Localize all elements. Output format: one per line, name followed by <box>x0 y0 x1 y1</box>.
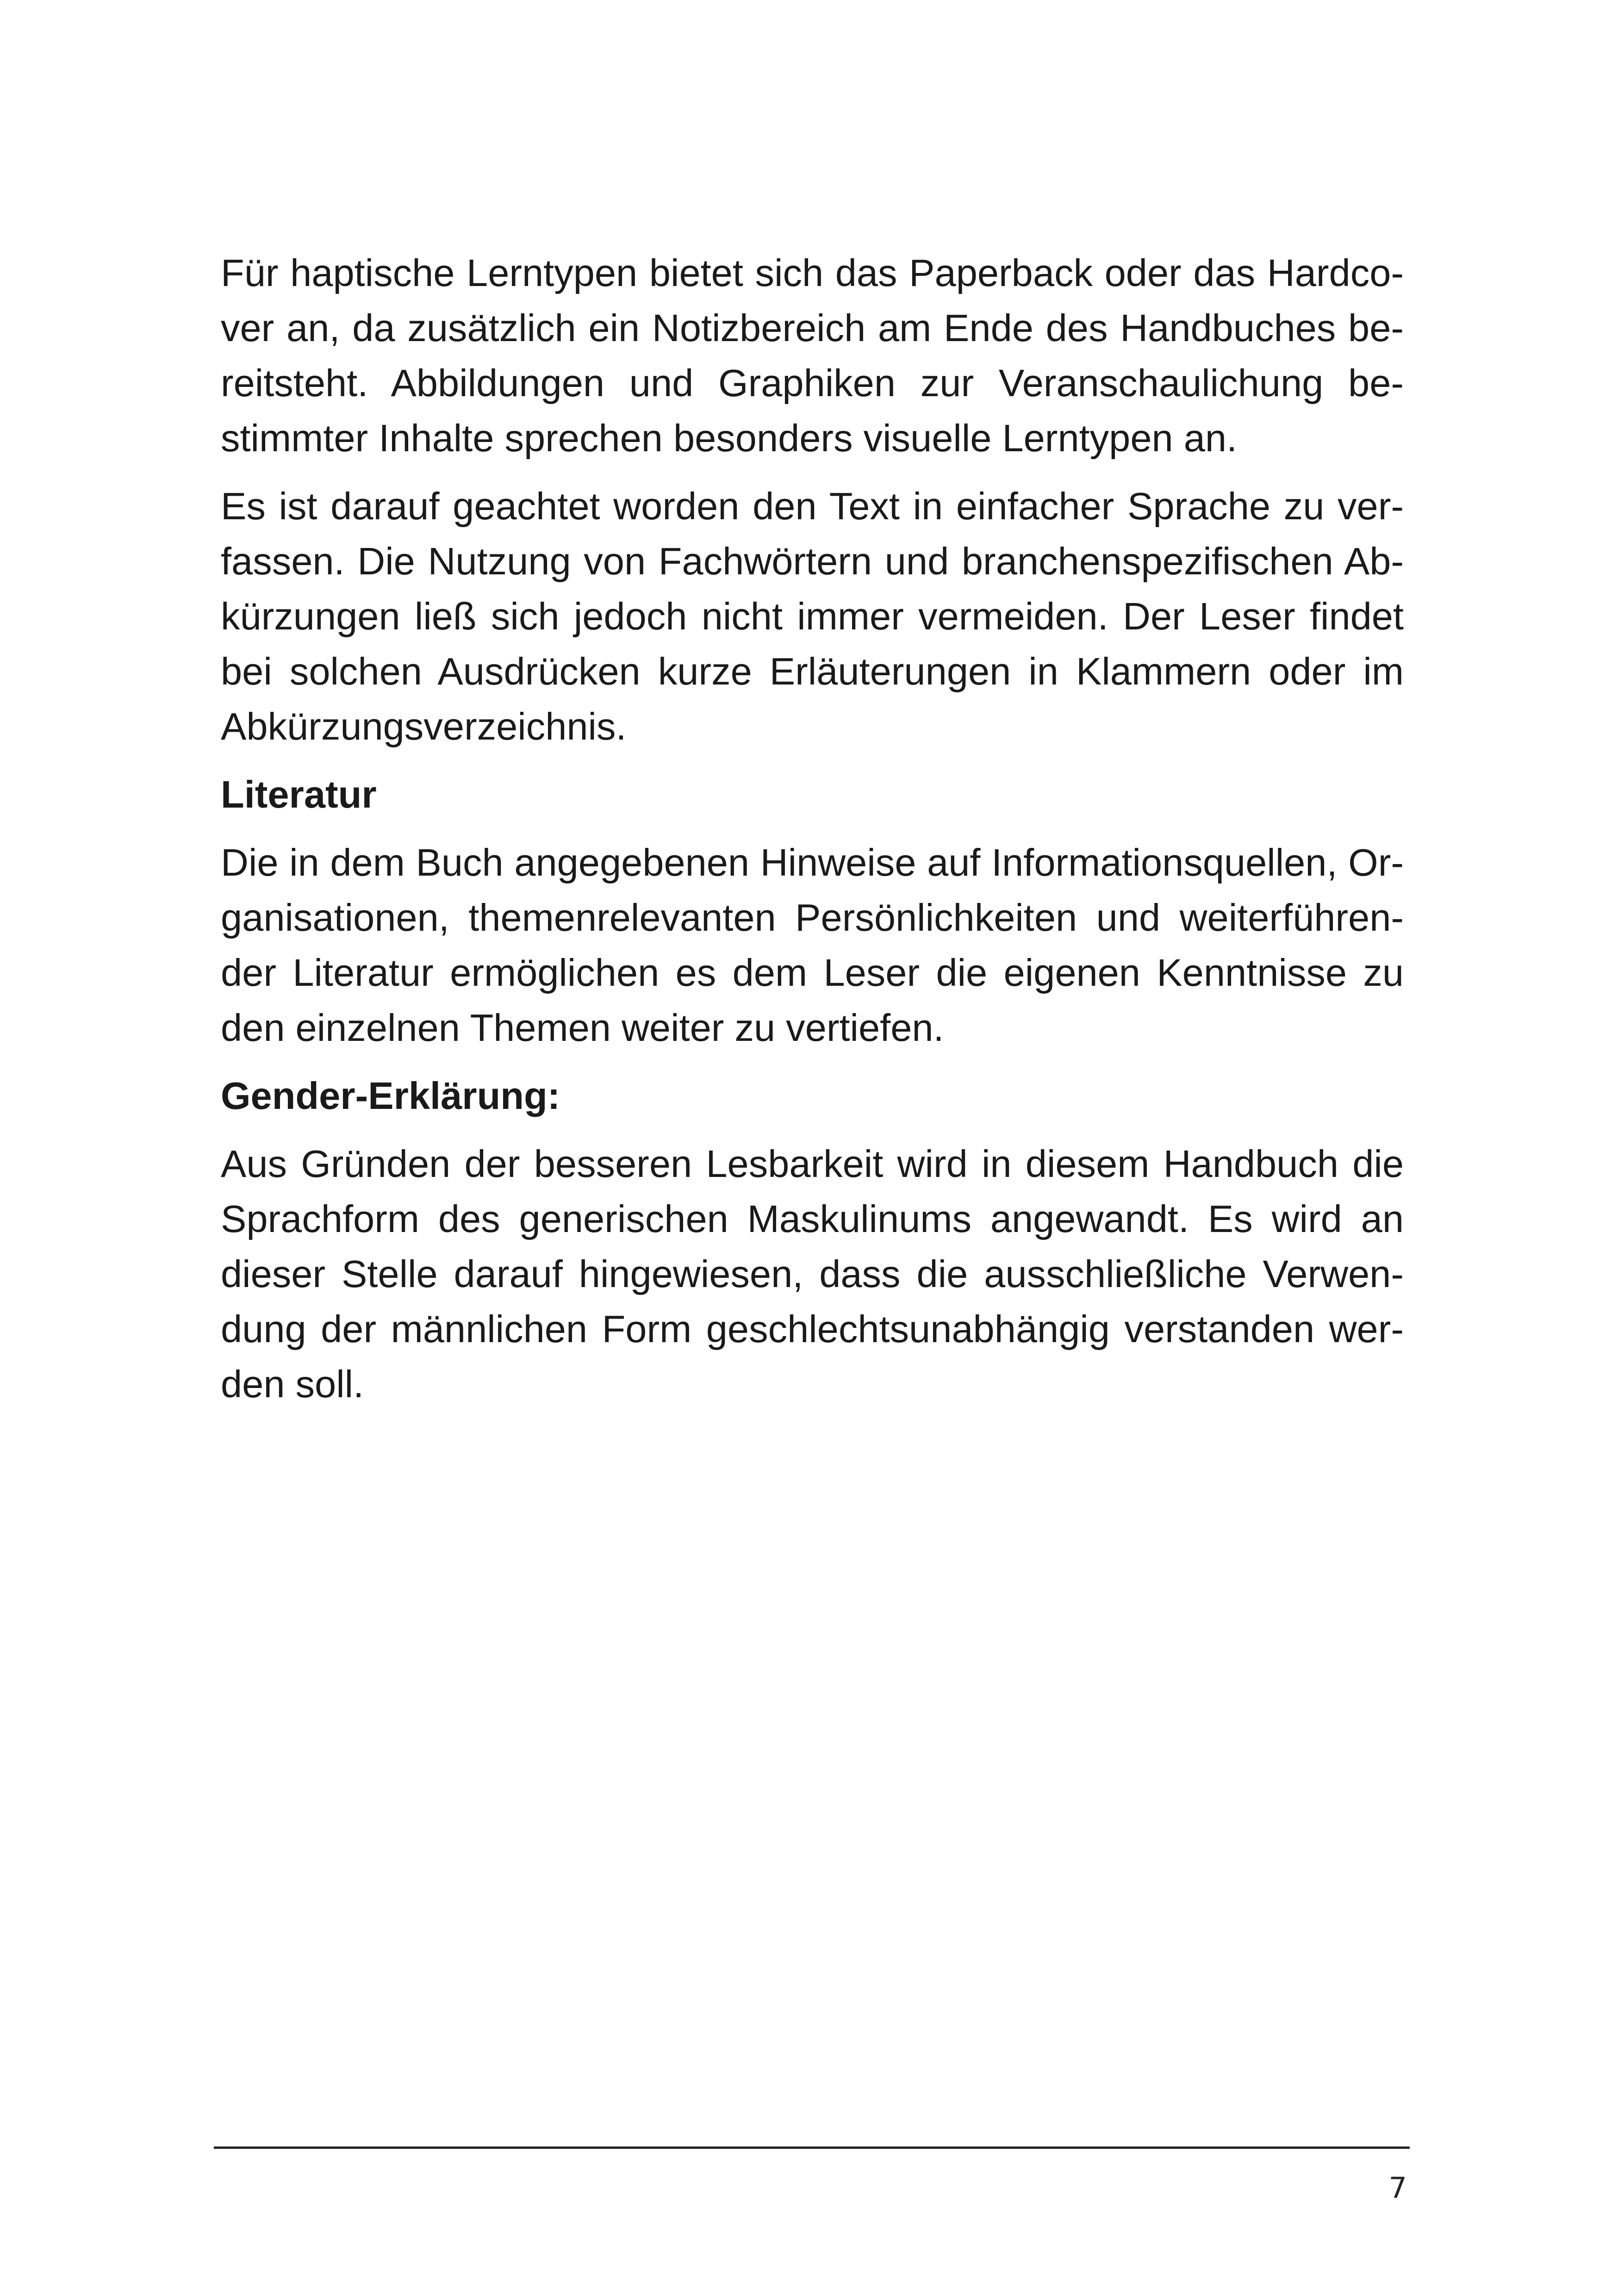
text-line: Aus Gründen der besseren Lesbarkeit wird in diesem Handbuch die <box>221 1142 1404 1185</box>
paragraph-haptic-learners <box>221 245 1404 466</box>
text-line: Es ist darauf geachtet worden den Text in einfacher Sprache zu ver- <box>221 485 1404 528</box>
text-line: ganisationen, themenrelevanten Persönlichkeiten und weiterführen- <box>221 896 1404 939</box>
paragraph-simple-language <box>221 479 1404 754</box>
text-line: den einzelnen Themen weiter zu vertiefen. <box>221 1006 944 1049</box>
text-line: dung der männlichen Form geschlechtsunabhängig verstanden wer- <box>221 1307 1404 1350</box>
body-text <box>221 245 1404 1412</box>
page-number: 7 <box>1388 2171 1407 2205</box>
footer-divider <box>214 2147 1410 2149</box>
section-heading-literatur: Literatur <box>221 773 377 816</box>
text-line: bei solchen Ausdrücken kurze Erläuterungen in Klammern oder im <box>221 650 1404 693</box>
text-line: fassen. Die Nutzung von Fachwörtern und branchenspezifischen Ab- <box>221 540 1404 583</box>
text-line: stimmter Inhalte sprechen besonders visuelle Lerntypen an. <box>221 417 1238 460</box>
text-line: kürzungen ließ sich jedoch nicht immer vermeiden. Der Leser findet <box>221 595 1404 638</box>
text-line: der Literatur ermöglichen es dem Leser die eigenen Kenntnisse zu <box>221 951 1404 994</box>
paragraph-literature <box>221 835 1404 1055</box>
text-line: Für haptische Lerntypen bietet sich das Paperback oder das Hardco- <box>221 251 1404 294</box>
text-line: Abkürzungsverzeichnis. <box>221 705 627 748</box>
section-heading-gender: Gender-Erklärung: <box>221 1074 560 1117</box>
text-line: Sprachform des generischen Maskulinums angewandt. Es wird an <box>221 1197 1404 1240</box>
paragraph-gender-statement <box>221 1136 1404 1412</box>
text-line: ver an, da zusätzlich ein Notizbereich am Ende des Handbuches be- <box>221 306 1404 349</box>
text-line: Die in dem Buch angegebenen Hinweise auf Informationsquellen, Or- <box>221 841 1404 884</box>
text-line: reitsteht. Abbildungen und Graphiken zur Veranschaulichung be- <box>221 361 1404 404</box>
text-line: den soll. <box>221 1363 364 1406</box>
text-line: dieser Stelle darauf hingewiesen, dass die ausschließliche Verwen- <box>221 1252 1404 1295</box>
